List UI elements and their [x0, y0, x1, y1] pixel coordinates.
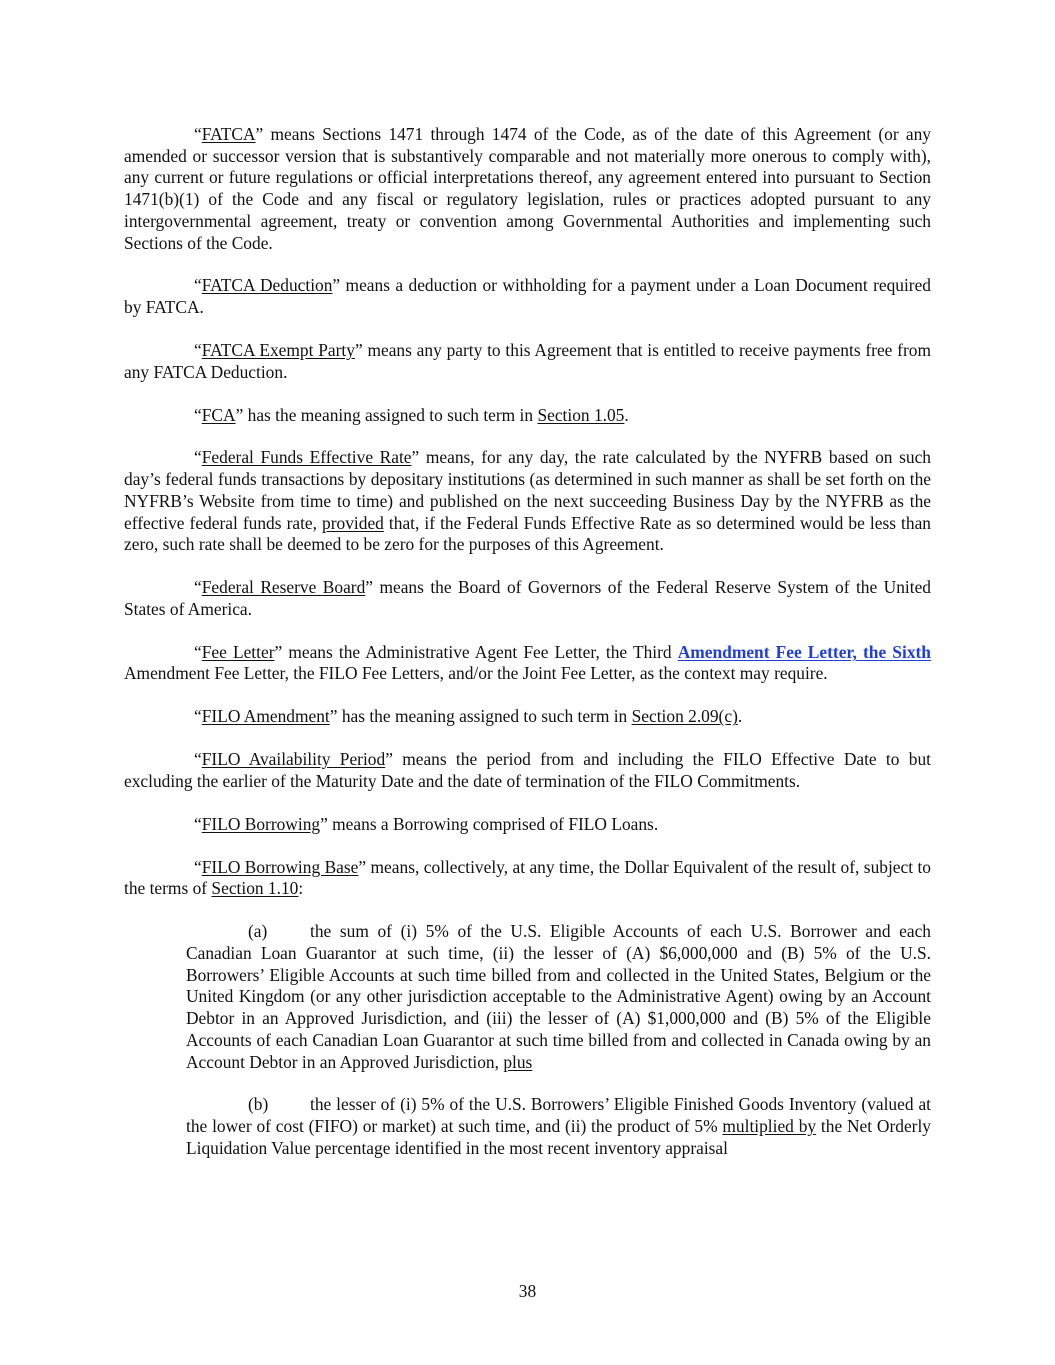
section-reference: Section 2.09(c) [631, 706, 738, 727]
clause-b: (b) the lesser of (i) 5% of the U.S. Borrowers’ Eligible Finished Goods Inventory (valued at the lower of cost (FIFO) or market) at such time, and (ii) the product of 5% multiplied by the Net Orderly Liquidation Value percentage identified in the most recent inventory appraisal [186, 1094, 931, 1158]
clause-a: (a) the sum of (i) 5% of the U.S. Eligible Accounts of each U.S. Borrower and each Canadian Loan Guarantor at such time, (ii) the lesser of (A) $6,000,000 and (B) 5% of the U.S. Borrowers’ Eligible Accounts at such time billed from and collected in the United States, Belgium or the United Kingdom (or any other jurisdiction acceptable to the Administrative Agent) owing by an Account Debtor in an Approved Jurisdiction, and (iii) the lesser of (A) $1,000,000 and (B) 5% of the Eligible Accounts of each Canadian Loan Guarantor at such time billed from and collected in Canada owing by an Account Debtor in an Approved Jurisdiction, plus [186, 921, 931, 1072]
defined-term: FILO Availability Period [201, 749, 386, 770]
page-number: 38 [518, 1281, 537, 1301]
plus-term: plus [503, 1051, 533, 1072]
definition-fee-letter: “Fee Letter” means the Administrative Agent Fee Letter, the Third Amendment Fee Letter, the Sixth Amendment Fee Letter, the FILO Fee Letters, and/or the Joint Fee Letter, as the context may require. [124, 641, 931, 684]
definition-fatca: “FATCA” means Sections 1471 through 1474 of the Code, as of the date of this Agreement (or any amended or successor version that is substantively comparable and not materially more onerous to comply with), any current or future regulations or official interpretations thereof, any agreement entered into pursuant to Section 1471(b)(1) of the Code and any fiscal or regulatory legislation, rules or practices adopted pursuant to any intergovernmental agreement, treaty or convention among Governmental Authorities and implementing such Sections of the Code. [124, 124, 931, 253]
definition-filo-availability-period: “FILO Availability Period” means the period from and including the FILO Effective Date to but excluding the earlier of the Maturity Date and the date of termination of the FILO Commitments. [124, 749, 931, 791]
definition-filo-borrowing: “FILO Borrowing” means a Borrowing comprised of FILO Loans. [194, 813, 659, 834]
document-page [124, 124, 931, 1181]
definition-federal-funds-effective-rate: “Federal Funds Effective Rate” means, for any day, the rate calculated by the NYFRB based on such day’s federal funds transactions by depositary institutions (as determined in such manner as shall be set forth on the NYFRB’s Website from time to time) and published on the next succeeding Business Day by the NYFRB as the effective federal funds rate, provided that, if the Federal Funds Effective Rate as so determined would be less than zero, such rate shall be deemed to be zero for the purposes of this Agreement. [124, 447, 931, 555]
defined-term: Fee Letter [201, 641, 275, 662]
defined-term: FILO Amendment [201, 706, 330, 727]
defined-term: FILO Borrowing [201, 813, 321, 834]
multiplied-by-term: multiplied by [722, 1116, 817, 1137]
definition-fatca-deduction: “FATCA Deduction” means a deduction or withholding for a payment under a Loan Document required by FATCA. [124, 275, 932, 318]
proviso-term: provided [322, 512, 384, 533]
clause-label: (b) [248, 1094, 269, 1115]
section-reference: Section 1.05 [537, 404, 625, 425]
defined-term: FATCA Deduction [201, 275, 333, 296]
inserted-text: Amendment Fee Letter, the Sixth [677, 641, 931, 662]
definition-fatca-exempt-party: “FATCA Exempt Party” means any party to this Agreement that is entitled to receive payments free from any FATCA Deduction. [124, 340, 931, 382]
defined-term: FATCA [201, 124, 256, 144]
defined-term: Federal Reserve Board [201, 577, 366, 598]
defined-term: Federal Funds Effective Rate [201, 447, 412, 468]
definition-fca: “FCA” has the meaning assigned to such term in Section 1.05. [194, 404, 629, 425]
definition-filo-borrowing-base: “FILO Borrowing Base” means, collectively, at any time, the Dollar Equivalent of the result of, subject to the terms of Section 1.10: [124, 856, 932, 899]
definition-federal-reserve-board: “Federal Reserve Board” means the Board of Governors of the Federal Reserve System of the United States of America. [124, 577, 931, 619]
section-reference: Section 1.10 [211, 878, 299, 899]
defined-term: FATCA Exempt Party [201, 340, 355, 360]
definition-filo-amendment: “FILO Amendment” has the meaning assigned to such term in Section 2.09(c). [194, 706, 743, 727]
clause-label: (a) [248, 921, 268, 942]
defined-term: FCA [201, 404, 236, 425]
defined-term: FILO Borrowing Base [201, 856, 359, 877]
